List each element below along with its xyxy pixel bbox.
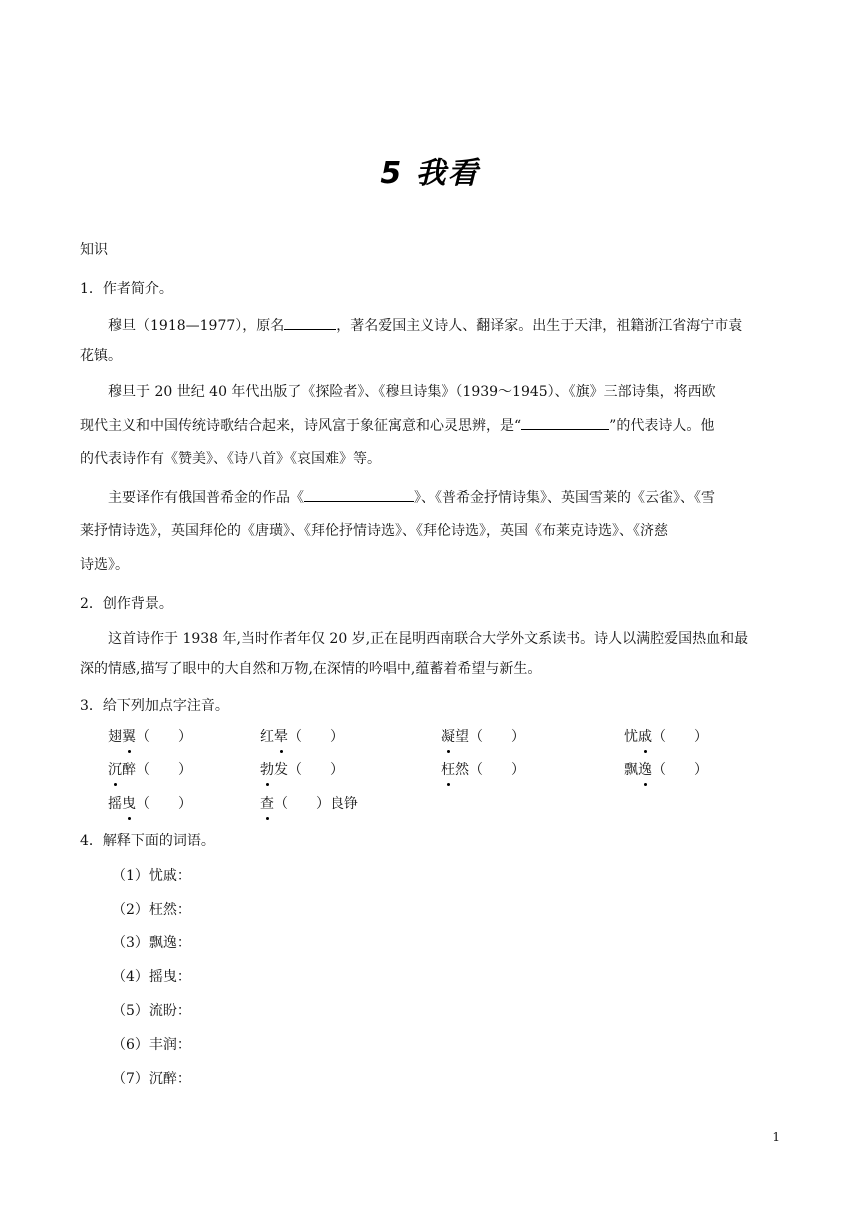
- q2-heading: 2．创作背景。: [80, 596, 173, 612]
- text-segment: 忧: [624, 729, 638, 745]
- pinyin-item: [624, 760, 708, 780]
- text-segment: （ ）: [288, 729, 344, 745]
- dotted-char: 凝: [441, 729, 455, 745]
- pinyin-item: [108, 760, 192, 780]
- text-segment: （ ）: [652, 729, 708, 745]
- q4-item: （4）摇曳：: [112, 969, 191, 985]
- q3-heading: 3．给下列加点字注音。: [80, 698, 229, 714]
- q4-item: （6）丰润：: [112, 1037, 191, 1053]
- text-segment: 醉（ ）: [122, 762, 192, 778]
- text-segment: 飘: [624, 762, 638, 778]
- section-label: 知识: [80, 242, 108, 258]
- q1-paragraph-2-line-1: 穆旦于 20 世纪 40 年代出版了《探险者》、《穆旦诗集》（1939～1945）、《旗》三部诗集，将西欧: [108, 384, 716, 400]
- text-segment: （ ）良铮: [274, 796, 358, 812]
- q1-paragraph-3-line-1: [108, 487, 715, 508]
- dotted-char: 逸: [638, 762, 652, 778]
- page-number: 1: [772, 1130, 780, 1144]
- text-segment: （ ）: [136, 729, 192, 745]
- pinyin-item: [260, 760, 344, 780]
- q1-paragraph-3-line-3: 诗选》。: [80, 557, 129, 573]
- dotted-char: 翼: [122, 729, 136, 745]
- text-segment: （ ）: [136, 796, 192, 812]
- pinyin-item: [624, 727, 708, 747]
- q4-item: （3）飘逸：: [112, 935, 191, 951]
- text-segment: 摇: [108, 796, 122, 812]
- text-segment: 穆旦（1918—1977），原名: [108, 318, 285, 334]
- fill-blank: [284, 315, 336, 330]
- dotted-char: 勃: [260, 762, 274, 778]
- text-segment: 发（ ）: [274, 762, 344, 778]
- text-segment: 》、《普希金抒情诗集》、英国雪莱的《云雀》、《雪: [414, 490, 715, 506]
- q4-item: （1）忧戚：: [112, 868, 191, 884]
- q2-paragraph-line-1: 这首诗作于 1938 年,当时作者年仅 20 岁,正在昆明西南联合大学外文系读书。诗人以满腔爱国热血和最: [108, 631, 749, 647]
- dotted-char: 戚: [638, 729, 652, 745]
- text-segment: 主要译作有俄国普希金的作品《: [108, 490, 304, 506]
- text-segment: （ ）: [652, 762, 708, 778]
- q1-paragraph-1-line-1: [108, 315, 742, 336]
- q4-heading: 4．解释下面的词语。: [80, 833, 215, 849]
- pinyin-item: [108, 727, 192, 747]
- text-segment: 红: [260, 729, 274, 745]
- q1-paragraph-3-line-2: 莱抒情诗选》，英国拜伦的《唐璜》、《拜伦抒情诗选》、《拜伦诗选》，英国《布莱克诗选》、《济慈: [80, 523, 668, 539]
- pinyin-item: [108, 794, 192, 814]
- text-segment: 翅: [108, 729, 122, 745]
- dotted-char: 查: [260, 796, 274, 812]
- q4-item: （2）枉然：: [112, 902, 191, 918]
- pinyin-item: [441, 760, 525, 780]
- pinyin-item: [441, 727, 525, 747]
- pinyin-item: [260, 727, 344, 747]
- text-segment: 然（ ）: [455, 762, 525, 778]
- dotted-char: 沉: [108, 762, 122, 778]
- dotted-char: 晕: [274, 729, 288, 745]
- q4-item: （7）沉醉：: [112, 1071, 191, 1087]
- q4-item: （5）流盼：: [112, 1003, 191, 1019]
- q1-heading: 1．作者简介。: [80, 281, 173, 297]
- q1-paragraph-1-line-2: 花镇。: [80, 348, 122, 364]
- q2-paragraph-line-2: 深的情感,描写了眼中的大自然和万物,在深情的吟唱中,蕴蓄着希望与新生。: [80, 661, 542, 677]
- pinyin-item: [260, 794, 358, 814]
- page-title: 5 我看: [380, 156, 480, 191]
- dotted-char: 枉: [441, 762, 455, 778]
- text-segment: ”的代表诗人。他: [609, 418, 715, 434]
- fill-blank: [521, 415, 609, 430]
- q1-paragraph-2-line-3: 的代表诗作有《赞美》、《诗八首》《哀国难》等。: [80, 451, 381, 467]
- fill-blank: [304, 487, 414, 502]
- text-segment: ，著名爱国主义诗人、翻译家。出生于天津，祖籍浙江省海宁市袁: [336, 318, 743, 334]
- text-segment: 现代主义和中国传统诗歌结合起来，诗风富于象征寓意和心灵思辨，是“: [80, 418, 522, 434]
- q1-paragraph-2-line-2: [80, 415, 714, 436]
- dotted-char: 曳: [122, 796, 136, 812]
- text-segment: 望（ ）: [455, 729, 525, 745]
